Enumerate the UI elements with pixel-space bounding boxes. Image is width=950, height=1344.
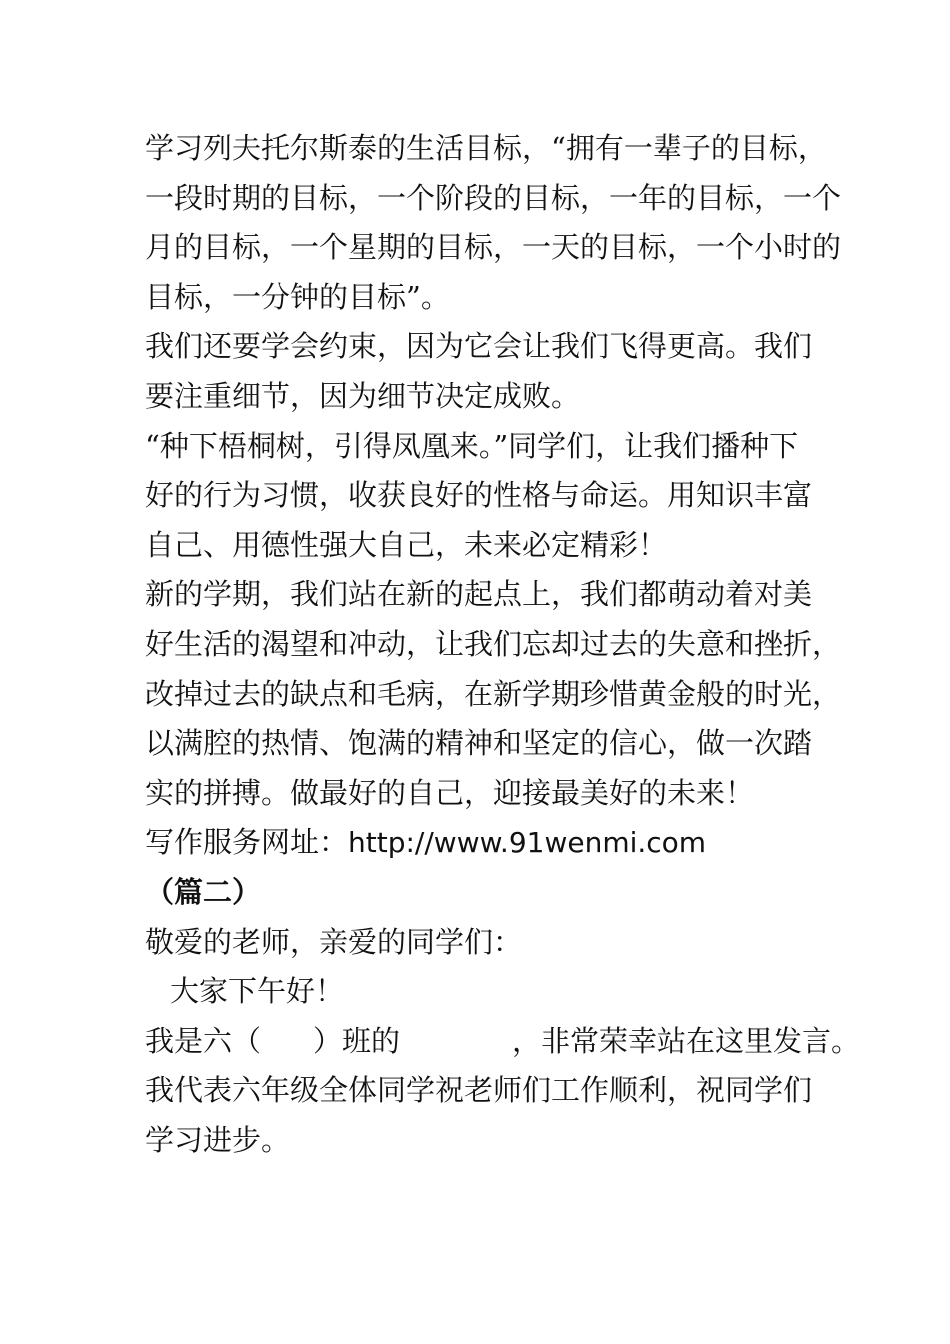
intro-part-1: 我是六（ [145,1023,262,1058]
text-line: 我代表六年级全体同学祝老师们工作顺利，祝同学们 [145,1073,813,1108]
text-line: 好生活的渴望和冲动，让我们忘却过去的失意和挫折， [145,626,842,661]
text-line: 好的行为习惯，收获良好的性格与命运。用知识丰富 [145,478,813,513]
intro-part-2: ）班的 [313,1023,401,1058]
text-line: 月的目标，一个星期的目标，一天的目标，一个小时的 [145,230,842,265]
text-line: 我们还要学会约束，因为它会让我们飞得更高。我们 [145,329,813,364]
url-label: 写作服务网址： [145,825,349,860]
greeting-line: 敬爱的老师，亲爱的同学们： [145,924,523,959]
text-line: 改掉过去的缺点和毛病，在新学期珍惜黄金般的时光， [145,676,842,711]
text-line: 新的学期，我们站在新的起点上，我们都萌动着对美 [145,577,813,612]
section-title: （篇二） [145,874,262,909]
url-line [145,818,825,868]
text-line: 自己、用德性强大自己，未来必定精彩！ [145,527,668,562]
website-link[interactable]: http://www.91wenmi.com [348,826,707,860]
intro-part-3: ，非常荣幸站在这里发言。 [512,1023,861,1058]
intro-line [145,1017,861,1067]
text-line: 目标，一分钟的目标”。 [145,279,450,314]
text-line: 学习进步。 [145,1122,291,1157]
text-line: 要注重细节，因为细节决定成败。 [145,378,581,413]
document-body [145,124,861,1165]
text-line: 一段时期的目标，一个阶段的目标，一年的目标，一个 [145,180,842,215]
text-line: 实的拼搏。做最好的自己，迎接最美好的未来！ [145,775,755,810]
text-line: “种下梧桐树，引得凤凰来。”同学们，让我们播种下 [145,428,799,463]
text-line: 以满腔的热情、饱满的精神和坚定的信心，做一次踏 [145,726,813,761]
hello-line: 大家下午好！ [170,974,345,1009]
text-line: 学习列夫托尔斯泰的生活目标，“拥有一辈子的目标， [145,131,827,165]
